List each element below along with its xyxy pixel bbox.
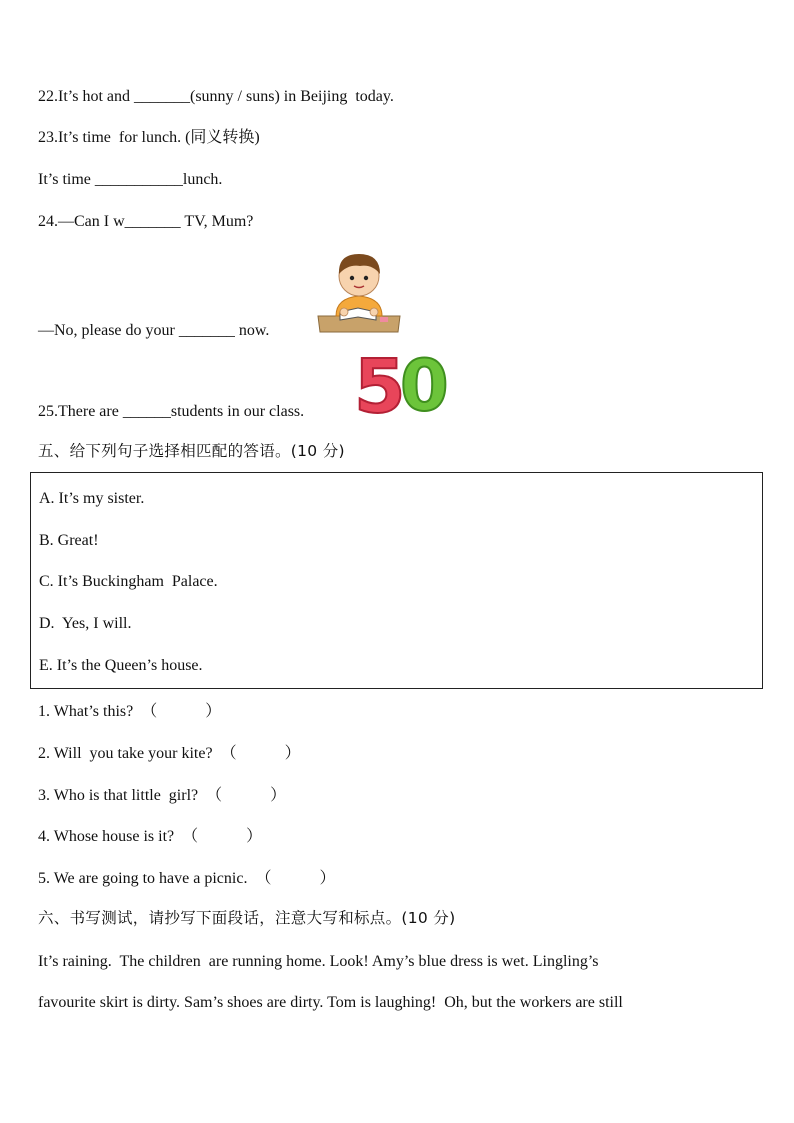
section-6-title: 六、书写测试，请抄写下面段话，注意大写和标点。(10 分) xyxy=(38,909,456,927)
question-24: 24.—Can I w_______ TV, Mum? xyxy=(38,213,254,230)
option-b: B. Great! xyxy=(39,532,99,549)
copy-paragraph-line-1: It’s raining. The children are running home. Look! Amy’s blue dress is wet. Lingling’s xyxy=(38,953,599,970)
svg-text:0: 0 xyxy=(400,348,449,420)
copy-paragraph-line-2: favourite skirt is dirty. Sam’s shoes are dirty. Tom is laughing! Oh, but the workers are still xyxy=(38,994,623,1011)
option-a: A. It’s my sister. xyxy=(39,490,145,507)
svg-text:5: 5 xyxy=(354,348,406,420)
match-item-5: 5. We are going to have a picnic. （ ） xyxy=(38,870,336,887)
question-23-answer-line: It’s time ___________lunch. xyxy=(38,171,223,188)
question-23: 23.It’s time for lunch. (同义转换) xyxy=(38,129,260,146)
match-item-1: 1. What’s this? （ ） xyxy=(38,703,222,720)
section-5-title: 五、给下列句子选择相匹配的答语。(10 分) xyxy=(38,442,345,460)
question-24-answer-line: —No, please do your _______ now. xyxy=(38,322,270,339)
number-fifty-image xyxy=(352,348,458,420)
match-item-2: 2. Will you take your kite? （ ） xyxy=(38,745,301,762)
match-item-3: 3. Who is that little girl? （ ） xyxy=(38,787,287,804)
option-e: E. It’s the Queen’s house. xyxy=(39,657,203,674)
match-item-4: 4. Whose house is it? （ ） xyxy=(38,828,263,845)
question-25: 25.There are ______students in our class. xyxy=(38,403,305,420)
option-d: D. Yes, I will. xyxy=(39,615,132,632)
option-c: C. It’s Buckingham Palace. xyxy=(39,573,218,590)
question-22: 22.It’s hot and _______(sunny / suns) in Beijing today. xyxy=(38,88,394,105)
answer-options-box xyxy=(30,472,763,689)
boy-homework-image xyxy=(314,246,404,336)
